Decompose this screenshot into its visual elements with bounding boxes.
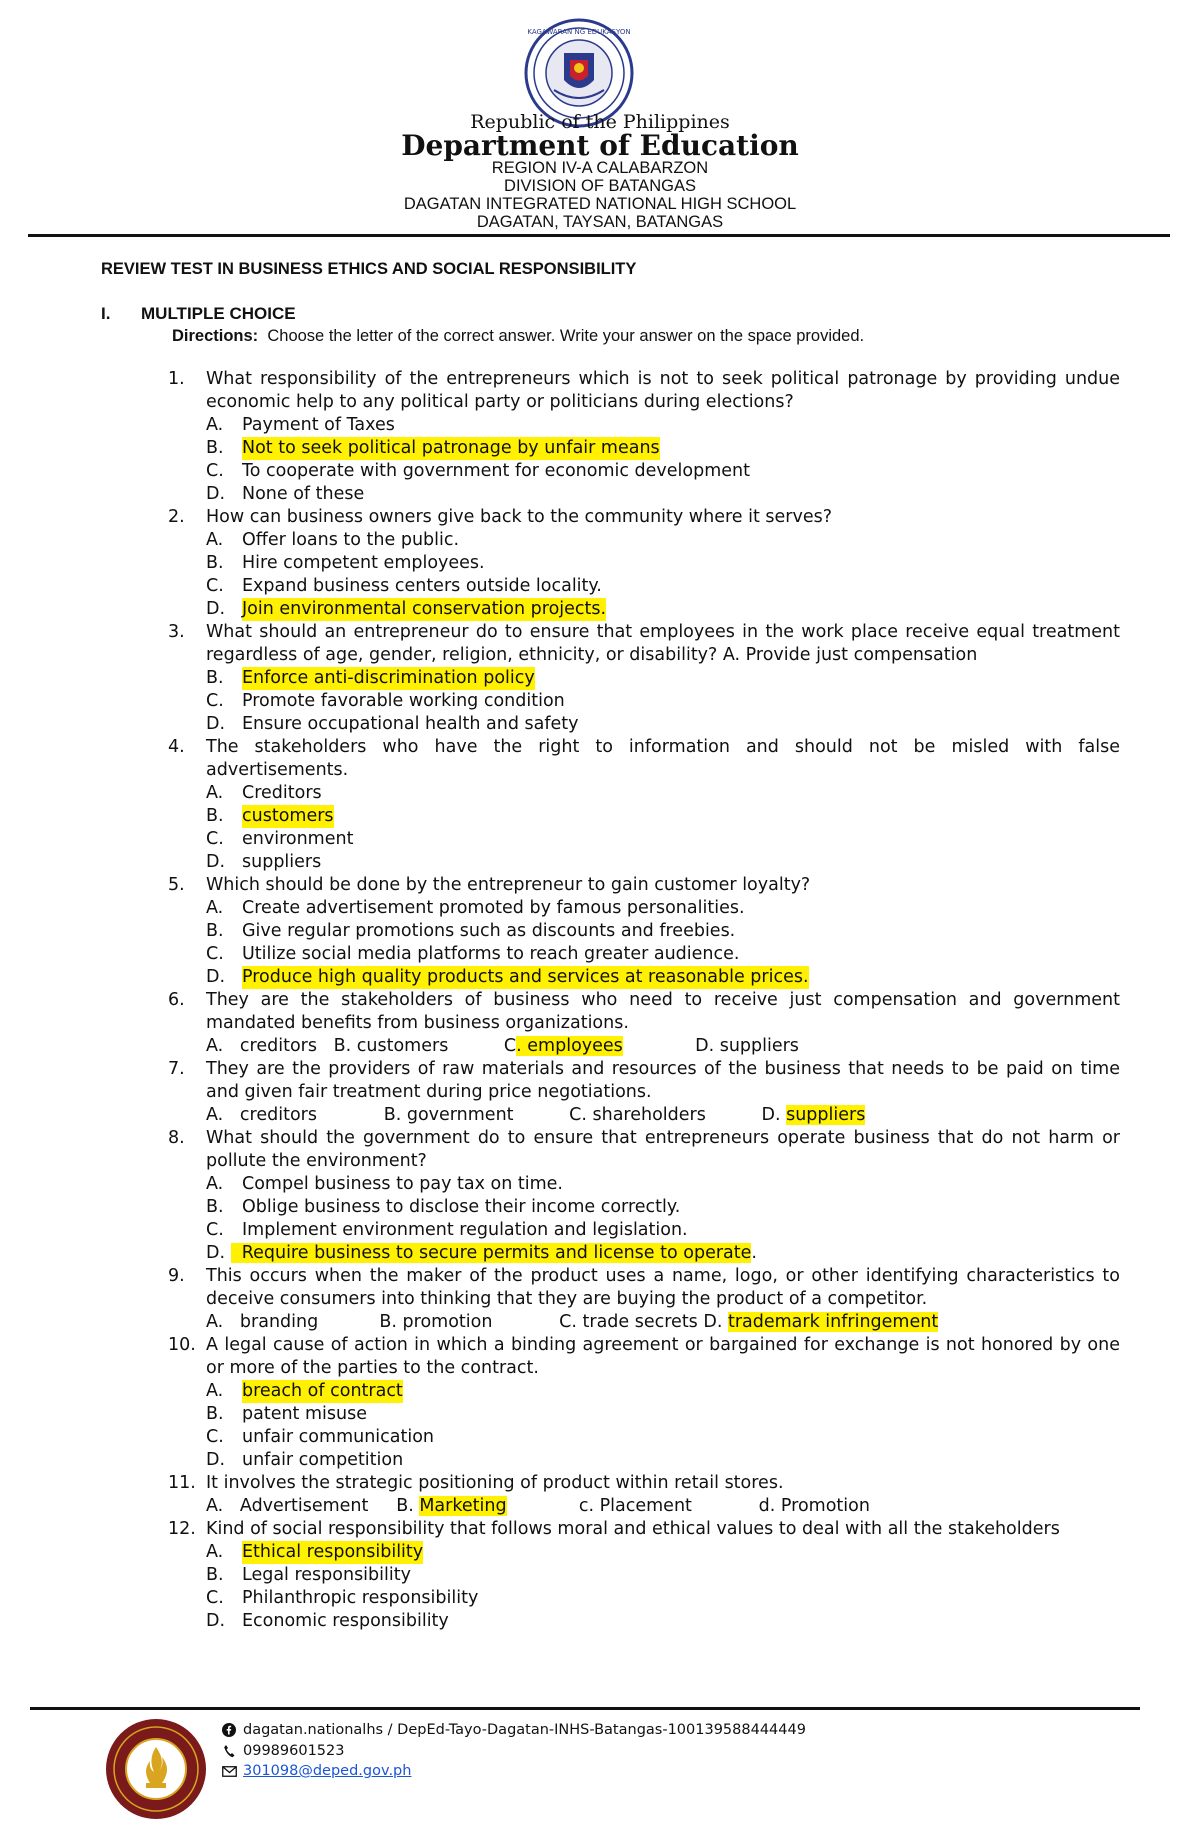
- option-text: Creditors: [242, 783, 322, 803]
- option-letter: B.: [206, 553, 224, 573]
- inline-options: [206, 1104, 1120, 1127]
- answer-option: [206, 1219, 1120, 1242]
- question-number: 12.: [168, 1519, 196, 1539]
- option-letter: C.: [206, 1588, 224, 1608]
- question-body: [206, 621, 1120, 736]
- option-letter: C.: [206, 691, 224, 711]
- option-letter: A.: [206, 415, 224, 435]
- question-item: [168, 989, 1120, 1058]
- region-label: REGION IV-A CALABARZON: [491, 159, 709, 177]
- option-letter: C.: [206, 1427, 224, 1447]
- answer-option: [206, 667, 1120, 690]
- question-number: 7.: [168, 1059, 185, 1079]
- question-number: 5.: [168, 875, 185, 895]
- question-item: [168, 368, 1120, 506]
- option-segment: .: [751, 1243, 757, 1263]
- option-text: Compel business to pay tax on time.: [242, 1174, 563, 1194]
- option-letter: C.: [206, 1220, 224, 1240]
- answer-option: [206, 437, 1120, 460]
- option-text-highlighted: Join environmental conservation projects.: [242, 599, 607, 619]
- answer-option: [206, 782, 1120, 805]
- inline-options: [206, 1035, 1120, 1058]
- option-text: Give regular promotions such as discounts and freebies.: [242, 921, 736, 941]
- option-text: Create advertisement promoted by famous personalities.: [242, 898, 745, 918]
- option-segment-highlighted: suppliers: [786, 1105, 866, 1125]
- question-text: The stakeholders who have the right to information and should not be misled with false advertisements.: [206, 737, 1120, 780]
- option-letter: A.: [206, 898, 224, 918]
- facebook-text: dagatan.nationalhs / DepEd-Tayo-Dagatan-INHS-Batangas-100139588444449: [243, 1722, 806, 1738]
- option-text-highlighted: Ethical responsibility: [242, 1542, 424, 1562]
- option-text: Ensure occupational health and safety: [242, 714, 579, 734]
- option-text: Promote favorable working condition: [242, 691, 565, 711]
- email-line: [219, 1762, 411, 1780]
- question-number: 1.: [168, 369, 185, 389]
- option-letter: D.: [206, 599, 226, 619]
- answer-option: [206, 1541, 1120, 1564]
- option-segment: A. creditors B. customers C: [206, 1036, 517, 1056]
- option-letter: B.: [206, 1565, 224, 1585]
- option-text: Hire competent employees.: [242, 553, 485, 573]
- answer-option: [206, 805, 1120, 828]
- facebook-line: [219, 1721, 806, 1739]
- option-text: To cooperate with government for economic development: [242, 461, 750, 481]
- inline-options: [206, 1242, 1120, 1265]
- question-item: [168, 1334, 1120, 1472]
- answer-option: [206, 690, 1120, 713]
- question-text: A legal cause of action in which a binding agreement or bargained for exchange is not honored by one or more of the parties to the contract.: [206, 1335, 1120, 1378]
- option-segment: c. Placement d. Promotion: [506, 1496, 870, 1516]
- question-body: [206, 1127, 1120, 1265]
- inline-options: [206, 1495, 1120, 1518]
- option-text: Legal responsibility: [242, 1565, 411, 1585]
- option-text: Economic responsibility: [242, 1611, 449, 1631]
- option-segment: D. suppliers: [622, 1036, 799, 1056]
- option-letter: D.: [206, 1611, 226, 1631]
- answer-option: [206, 552, 1120, 575]
- option-text-highlighted: customers: [242, 806, 334, 826]
- option-text: Utilize social media platforms to reach greater audience.: [242, 944, 740, 964]
- answer-option: [206, 851, 1120, 874]
- option-text-highlighted: Not to seek political patronage by unfair means: [242, 438, 660, 458]
- answer-option: [206, 966, 1120, 989]
- phone-number: 09989601523: [243, 1743, 345, 1759]
- option-letter: B.: [206, 1197, 224, 1217]
- answer-option: [206, 1380, 1120, 1403]
- answer-option: [206, 1587, 1120, 1610]
- option-segment-highlighted: Require business to secure permits and license to operate: [230, 1243, 752, 1263]
- option-letter: C.: [206, 576, 224, 596]
- footer-divider: [30, 1707, 1140, 1710]
- envelope-icon: [219, 1766, 239, 1777]
- answer-option: [206, 1564, 1120, 1587]
- option-letter: C.: [206, 829, 224, 849]
- question-body: [206, 1265, 1120, 1334]
- option-text: Expand business centers outside locality.: [242, 576, 602, 596]
- option-letter: C.: [206, 944, 224, 964]
- question-body: [206, 368, 1120, 506]
- question-number: 6.: [168, 990, 185, 1010]
- section-number: I.: [101, 304, 111, 323]
- question-text: They are the stakeholders of business who need to receive just compensation and government mandated benefits from business organizations.: [206, 990, 1120, 1033]
- option-text: unfair communication: [242, 1427, 435, 1447]
- header-divider: [28, 234, 1170, 237]
- question-list: [168, 368, 1120, 1633]
- question-item: [168, 874, 1120, 989]
- answer-option: [206, 828, 1120, 851]
- question-text: How can business owners give back to the community where it serves?: [206, 507, 833, 527]
- answer-option: [206, 920, 1120, 943]
- option-letter: D.: [206, 852, 226, 872]
- question-body: [206, 506, 1120, 621]
- question-item: [168, 621, 1120, 736]
- option-text: patent misuse: [242, 1404, 367, 1424]
- republic-label: Republic of the Philippines: [470, 111, 730, 133]
- answer-option: [206, 1173, 1120, 1196]
- option-text: Payment of Taxes: [242, 415, 395, 435]
- option-letter: C.: [206, 461, 224, 481]
- question-text: It involves the strategic positioning of product within retail stores.: [206, 1473, 784, 1493]
- option-segment-highlighted: . employees: [516, 1036, 623, 1056]
- option-letter: B.: [206, 806, 224, 826]
- question-number: 4.: [168, 737, 185, 757]
- answer-option: [206, 1449, 1120, 1472]
- school-name: DAGATAN INTEGRATED NATIONAL HIGH SCHOOL: [403, 195, 797, 213]
- option-text-highlighted: Produce high quality products and services at reasonable prices.: [242, 967, 809, 987]
- answer-option: [206, 575, 1120, 598]
- svg-text:KAGAWARAN NG EDUKASYON: KAGAWARAN NG EDUKASYON: [527, 28, 631, 36]
- option-text: Oblige business to disclose their income correctly.: [242, 1197, 681, 1217]
- question-number: 8.: [168, 1128, 185, 1148]
- option-text: Implement environment regulation and legislation.: [242, 1220, 688, 1240]
- option-text-highlighted: Enforce anti-discrimination policy: [242, 668, 535, 688]
- option-segment: D.: [206, 1243, 231, 1263]
- school-logo: [104, 1717, 208, 1821]
- question-number: 10.: [168, 1335, 196, 1355]
- question-text: What should an entrepreneur do to ensure that employees in the work place receive equal treatment regardless of age, gender, religion, ethnicity, or disability? A. Provide just compensation: [206, 622, 1120, 665]
- question-text: They are the providers of raw materials and resources of the business that needs to be paid on time and given fair treatment during price negotiations.: [206, 1059, 1120, 1102]
- phone-line: [219, 1742, 344, 1760]
- phone-icon: [219, 1744, 239, 1758]
- question-item: [168, 506, 1120, 621]
- question-body: [206, 1472, 1120, 1518]
- option-text: unfair competition: [242, 1450, 404, 1470]
- option-letter: D.: [206, 1450, 226, 1470]
- question-item: [168, 1472, 1120, 1518]
- option-letter: A.: [206, 1174, 224, 1194]
- option-text: environment: [242, 829, 354, 849]
- answer-option: [206, 1426, 1120, 1449]
- question-body: [206, 1518, 1120, 1633]
- answer-option: [206, 598, 1120, 621]
- question-text: Which should be done by the entrepreneur to gain customer loyalty?: [206, 875, 811, 895]
- answer-option: [206, 1196, 1120, 1219]
- option-text: None of these: [242, 484, 365, 504]
- option-text: Offer loans to the public.: [242, 530, 460, 550]
- option-letter: A.: [206, 530, 224, 550]
- test-title: REVIEW TEST IN BUSINESS ETHICS AND SOCIAL RESPONSIBILITY: [101, 260, 637, 278]
- answer-option: [206, 529, 1120, 552]
- section-title: MULTIPLE CHOICE: [141, 304, 296, 323]
- question-item: [168, 1058, 1120, 1127]
- option-letter: B.: [206, 668, 224, 688]
- directions: [172, 327, 864, 346]
- answer-option: [206, 1610, 1120, 1633]
- question-body: [206, 736, 1120, 874]
- department-title: Department of Education: [401, 129, 799, 162]
- division-label: DIVISION OF BATANGAS: [504, 177, 696, 195]
- question-number: 2.: [168, 507, 185, 527]
- question-body: [206, 1058, 1120, 1127]
- question-body: [206, 989, 1120, 1058]
- option-text: Philanthropic responsibility: [242, 1588, 479, 1608]
- answer-option: [206, 483, 1120, 506]
- question-body: [206, 1334, 1120, 1472]
- option-letter: A.: [206, 1542, 224, 1562]
- answer-option: [206, 897, 1120, 920]
- question-item: [168, 1518, 1120, 1633]
- option-segment: A. branding B. promotion C. trade secrets D.: [206, 1312, 728, 1332]
- option-letter: D.: [206, 714, 226, 734]
- option-letter: B.: [206, 438, 224, 458]
- option-text: suppliers: [242, 852, 322, 872]
- school-address: DAGATAN, TAYSAN, BATANGAS: [476, 213, 724, 231]
- email-link[interactable]: 301098@deped.gov.ph: [243, 1763, 412, 1779]
- inline-options: [206, 1311, 1120, 1334]
- option-letter: A.: [206, 1381, 224, 1401]
- option-letter: D.: [206, 484, 226, 504]
- option-letter: A.: [206, 783, 224, 803]
- question-number: 3.: [168, 622, 185, 642]
- facebook-icon: [219, 1723, 239, 1737]
- question-item: [168, 736, 1120, 874]
- question-text: Kind of social responsibility that follows moral and ethical values to deal with all the stakeholders: [206, 1519, 1060, 1539]
- option-letter: D.: [206, 967, 226, 987]
- question-item: [168, 1265, 1120, 1334]
- question-number: 9.: [168, 1266, 185, 1286]
- question-text: This occurs when the maker of the product uses a name, logo, or other identifying characteristics to deceive consumers into thinking that they are buying the product of a competitor.: [206, 1266, 1120, 1309]
- option-letter: B.: [206, 921, 224, 941]
- option-letter: B.: [206, 1404, 224, 1424]
- option-segment-highlighted: Marketing: [419, 1496, 507, 1516]
- answer-option: [206, 713, 1120, 736]
- question-body: [206, 874, 1120, 989]
- answer-option: [206, 1403, 1120, 1426]
- question-item: [168, 1127, 1120, 1265]
- answer-option: [206, 460, 1120, 483]
- option-segment-highlighted: trademark infringement: [727, 1312, 939, 1332]
- question-text: What responsibility of the entrepreneurs which is not to seek political patronage by providing undue economic help to any political party or politicians during elections?: [206, 369, 1120, 412]
- answer-option: [206, 943, 1120, 966]
- directions-text: Choose the letter of the correct answer. Write your answer on the space provided.: [267, 327, 865, 345]
- option-segment: A. creditors B. government C. shareholders D.: [206, 1105, 787, 1125]
- question-text: What should the government do to ensure that entrepreneurs operate business that do not harm or pollute the environment?: [206, 1128, 1120, 1171]
- directions-label: Directions:: [172, 327, 259, 345]
- option-segment: A. Advertisement B.: [206, 1496, 420, 1516]
- answer-option: [206, 414, 1120, 437]
- option-text-highlighted: breach of contract: [242, 1381, 403, 1401]
- question-number: 11.: [168, 1473, 196, 1493]
